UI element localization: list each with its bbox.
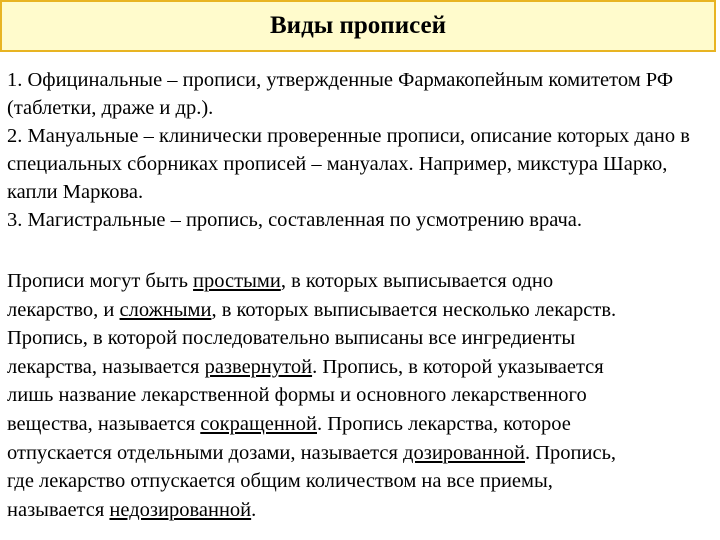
term-abbreviated: сокращенной	[200, 412, 317, 435]
paragraph-line: Пропись, в которой последовательно выписаны все ингредиенты	[7, 327, 576, 350]
paragraph-line: называется недозированной.	[7, 498, 257, 521]
paragraph-line: где лекарство отпускается общим количеством на все приемы,	[7, 470, 553, 493]
list-item-manual: 2. Мануальные – клинически проверенные прописи, описание которых дано в специальных сборниках прописей – мануалах. Например, микстура Шарко, капли Маркова.	[7, 125, 690, 203]
slide-title-bar	[0, 0, 716, 52]
prescription-description-paragraph	[7, 267, 720, 524]
paragraph-line: отпускается отдельными дозами, называется дозированной. Пропись,	[7, 441, 617, 464]
paragraph-line: Прописи могут быть простыми, в которых выписывается одно	[7, 270, 554, 292]
term-expanded: развернутой	[204, 355, 313, 378]
paragraph-line: лекарство, и сложными, в которых выписывается несколько лекарств.	[7, 298, 617, 321]
list-item-officinal: 1. Официнальные – прописи, утвержденные Фармакопейным комитетом РФ (таблетки, драже и др.).	[7, 69, 674, 119]
paragraph-line: вещества, называется сокращенной. Пропись лекарства, которое	[7, 412, 571, 435]
term-simple: простыми	[193, 270, 281, 292]
list-item-magistral: 3. Магистральные – пропись, составленная по усмотрению врача.	[7, 209, 583, 231]
paragraph-line: лекарства, называется развернутой. Пропись, в которой указывается	[7, 355, 604, 378]
term-undosed: недозированной	[109, 498, 252, 521]
term-dosed: дозированной	[403, 441, 525, 464]
term-complex: сложными	[119, 298, 212, 321]
paragraph-line: лишь название лекарственной формы и основного лекарственного	[7, 384, 587, 407]
slide-title: Виды прописей	[269, 12, 446, 39]
prescription-types-list	[7, 66, 720, 234]
